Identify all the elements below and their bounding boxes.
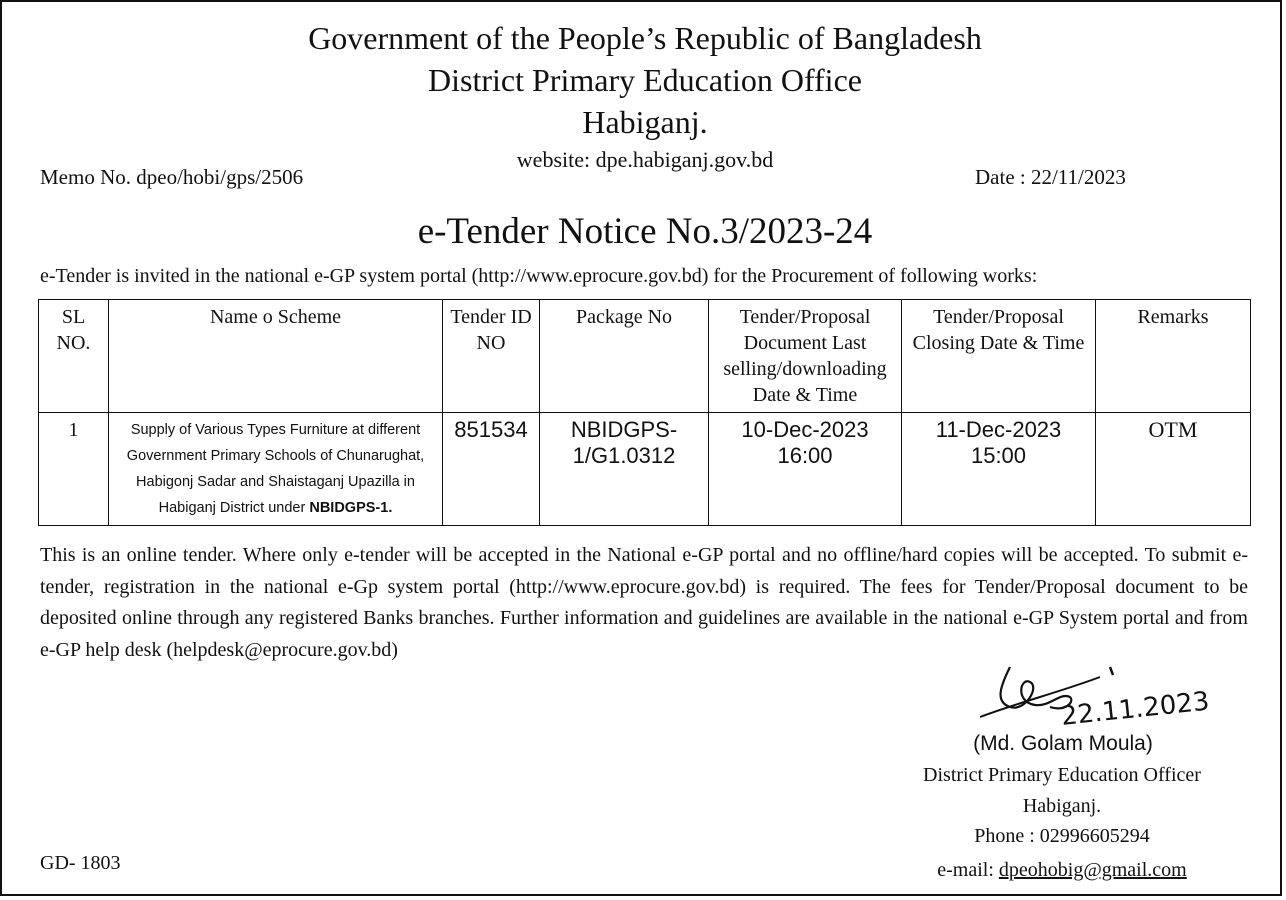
header-scheme: Name o Scheme <box>109 300 443 413</box>
notice-date: Date : 22/11/2023 <box>975 165 1126 189</box>
scheme-package-bold: NBIDGPS-1. <box>309 500 393 516</box>
header-tender-id: Tender ID NO <box>443 300 540 413</box>
scheme-text: Supply of Various Types Furniture at different Government Primary Schools of Chunarughat, Habigonj Sadar and Shaistaganj Upazilla in Habiganj District under <box>126 422 425 516</box>
email-link[interactable]: dpeohobig@gmail.com <box>998 859 1187 881</box>
cell-scheme <box>109 413 443 526</box>
signatory-email <box>862 859 1262 882</box>
closing-time: 15:00 <box>970 443 1027 468</box>
header-remarks: Remarks <box>1096 300 1251 413</box>
city-heading: Habiganj. <box>582 104 708 140</box>
table-row <box>39 413 1251 526</box>
signatory-designation: District Primary Education Officer <box>923 764 1201 786</box>
notice-intro: e-Tender is invited in the national e-GP system portal (http://www.eprocure.gov.bd) for the Procurement of following works: <box>40 265 1038 287</box>
signatory-phone: Phone : 02996605294 <box>974 825 1150 847</box>
notice-body: This is an online tender. Where only e-tender will be accepted in the National e-GP portal and no offline/hard copies will be accepted. To submit e-tender, registration in the national e-Gp system portal (http://www.eprocure.gov.bd) is required. The fees for Tender/Proposal document to be deposited online through any registered Banks branches. Further information and guidelines are available in the national e-GP System portal and from e-GP help desk (helpdesk@eprocure.gov.bd) <box>40 544 1248 661</box>
cell-closing <box>902 413 1096 526</box>
website-line: website: dpe.habiganj.gov.bd <box>516 147 774 172</box>
table-header-row <box>39 300 1251 413</box>
signatory-name: (Md. Golam Moula) <box>973 732 1153 755</box>
notice-title: e-Tender Notice No.3/2023-24 <box>417 211 873 252</box>
memo-number: Memo No. dpeo/hobi/gps/2506 <box>40 165 304 189</box>
cell-package: NBIDGPS-1/G1.0312 <box>540 413 709 526</box>
signatory-city: Habiganj. <box>1022 795 1102 817</box>
gd-number: GD- 1803 <box>40 852 121 874</box>
cell-remarks: OTM <box>1096 413 1251 526</box>
cell-doc-last <box>709 413 902 526</box>
government-heading: Government of the People’s Republic of Bangladesh <box>308 20 982 56</box>
tender-table <box>38 299 1251 526</box>
signature-date: 22.11.2023 <box>1059 686 1211 732</box>
cell-tender-id: 851534 <box>443 413 540 526</box>
email-label: e-mail: <box>937 859 994 881</box>
doc-last-time: 16:00 <box>777 443 833 468</box>
header-sl: SL NO. <box>39 300 109 413</box>
doc-last-date: 10-Dec-2023 <box>741 417 869 442</box>
signature-image <box>970 657 1230 737</box>
cell-sl: 1 <box>39 413 109 526</box>
header-package: Package No <box>540 300 709 413</box>
closing-date: 11-Dec-2023 <box>935 417 1062 442</box>
header-doc-last: Tender/Proposal Document Last selling/downloading Date & Time <box>709 300 902 413</box>
header-closing: Tender/Proposal Closing Date & Time <box>902 300 1096 413</box>
office-heading: District Primary Education Office <box>428 62 862 98</box>
